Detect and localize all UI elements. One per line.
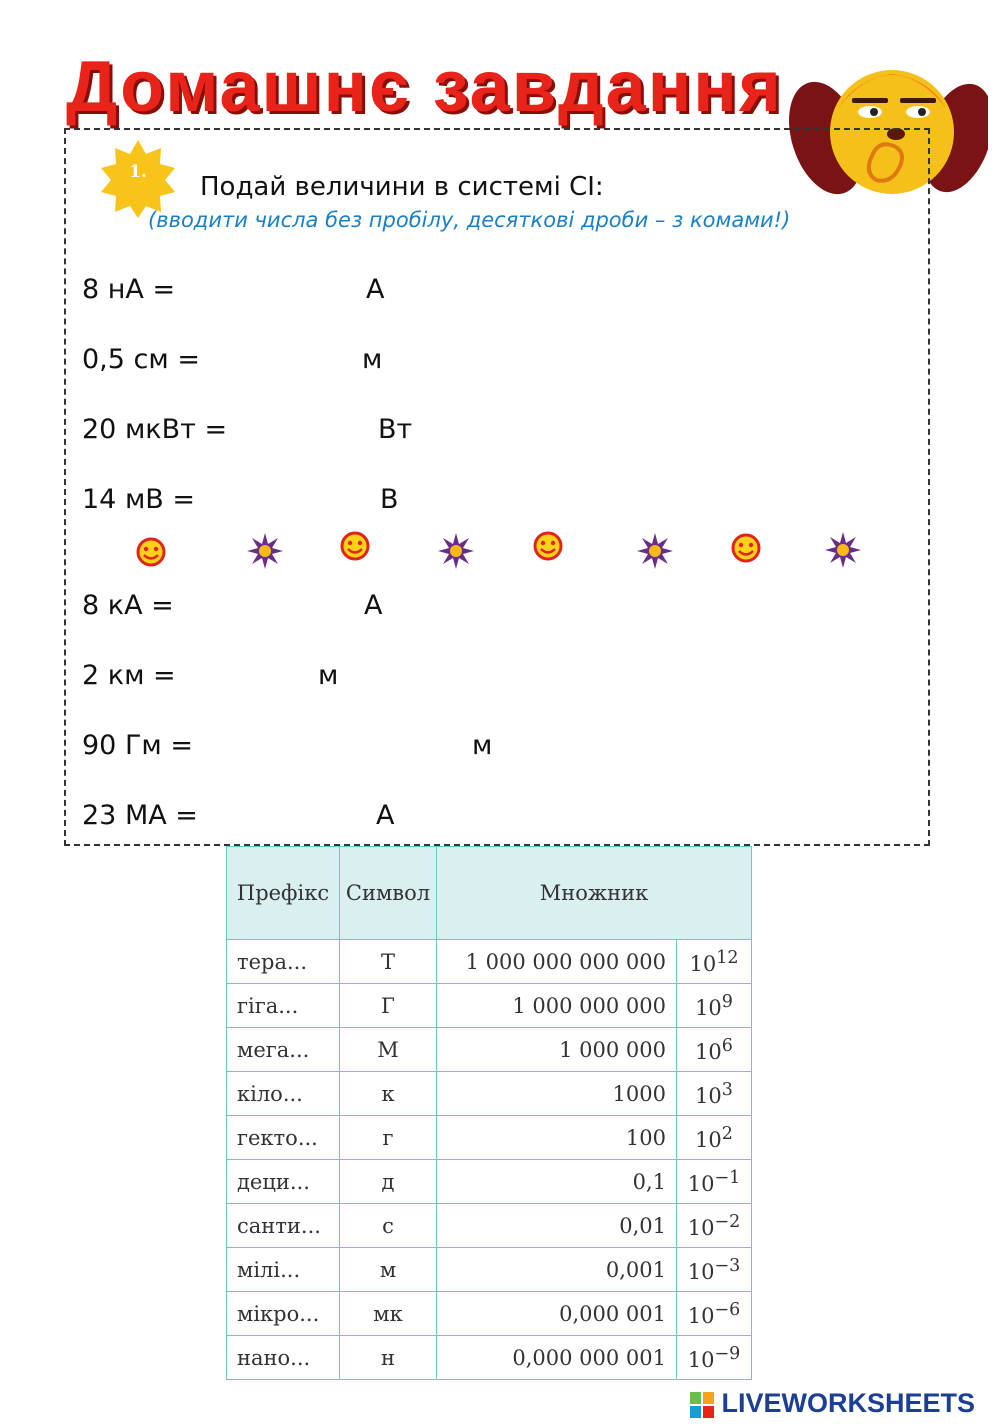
prefix-cell: мега... [227,1028,340,1072]
symbol-cell: М [340,1028,437,1072]
answer-input[interactable] [176,590,362,624]
prefix-cell: тера... [227,940,340,984]
power-cell: $10^{12}$ [677,940,752,984]
exercise-unit: м [362,344,383,375]
symbol-cell: н [340,1336,437,1380]
power-cell: $10^{-3}$ [677,1248,752,1292]
prefix-cell: санти... [227,1204,340,1248]
prefix-cell: гекто... [227,1116,340,1160]
exercise-label: 2 км = [82,660,176,691]
exercise-label: 20 мкВт = [82,414,228,445]
power-cell: $10^6$ [677,1028,752,1072]
multiplier-cell: 1 000 000 [437,1028,677,1072]
table-row [227,1292,752,1336]
sun-icon [437,532,475,570]
multiplier-cell: 1 000 000 000 [437,984,677,1028]
smiley-icon [532,530,564,562]
live-logo-icon [690,1392,714,1418]
exercise-unit: В [380,484,399,515]
prefix-cell: кіло... [227,1072,340,1116]
exercise-unit: А [376,800,395,831]
power-cell: $10^9$ [677,984,752,1028]
symbol-cell: м [340,1248,437,1292]
sun-icon [824,531,862,569]
symbol-cell: Г [340,984,437,1028]
header-prefix: Префікс [227,847,340,940]
header-multiplier: Множник [437,847,752,940]
symbol-cell: к [340,1072,437,1116]
exercise-unit: м [318,660,339,691]
symbol-cell: с [340,1204,437,1248]
multiplier-cell: 0,000 001 [437,1292,677,1336]
table-header-row [227,847,752,940]
task-number: 1. [129,162,147,182]
table-row [227,1248,752,1292]
symbol-cell: г [340,1116,437,1160]
sun-icon [246,532,284,570]
answer-input[interactable] [198,730,468,764]
multiplier-cell: 0,001 [437,1248,677,1292]
prefix-cell: гіга... [227,984,340,1028]
exercise-label: 90 Гм = [82,730,193,761]
sun-icon [636,532,674,570]
exercise-unit: Вт [378,414,413,445]
power-cell: $10^{-2}$ [677,1204,752,1248]
smiley-icon [339,530,371,562]
answer-input[interactable] [194,484,378,518]
table-row [227,1204,752,1248]
prefix-cell: деци... [227,1160,340,1204]
power-cell: $10^{-6}$ [677,1292,752,1336]
answer-input[interactable] [206,800,374,834]
prefix-cell: мілі... [227,1248,340,1292]
power-cell: $10^{-1}$ [677,1160,752,1204]
exercise-label: 0,5 см = [82,344,200,375]
symbol-cell: Т [340,940,437,984]
multiplier-cell: 0,01 [437,1204,677,1248]
prefix-cell: мікро... [227,1292,340,1336]
multiplier-cell: 1000 [437,1072,677,1116]
table-row [227,940,752,984]
table-row [227,984,752,1028]
exercise-label: 23 МА = [82,800,198,831]
header-symbol: Символ [340,847,437,940]
smiley-icon [135,536,167,568]
answer-input[interactable] [204,344,362,378]
exercise-unit: м [472,730,493,761]
exercise-unit: А [366,274,385,305]
exercise-label: 14 мВ = [82,484,196,515]
table-row [227,1072,752,1116]
prefix-cell: нано... [227,1336,340,1380]
power-cell: $10^{-9}$ [677,1336,752,1380]
task-hint: (вводити числа без пробілу, десяткові дроби – з комами!) [148,208,791,232]
exercise-unit: А [364,590,383,621]
symbol-cell: д [340,1160,437,1204]
table-row [227,1116,752,1160]
answer-input[interactable] [176,660,316,694]
multiplier-cell: 0,000 000 001 [437,1336,677,1380]
multiplier-cell: 0,1 [437,1160,677,1204]
task-heading: Подай величини в системі СІ: [200,172,604,202]
table-row [227,1160,752,1204]
table-row [227,1336,752,1380]
exercise-label: 8 нА = [82,274,176,305]
symbol-cell: мк [340,1292,437,1336]
power-cell: $10^2$ [677,1116,752,1160]
page-title: Домашнє завдання [66,47,783,127]
answer-input[interactable] [226,414,380,448]
multiplier-cell: 100 [437,1116,677,1160]
multiplier-cell: 1 000 000 000 000 [437,940,677,984]
logo-text: LIVEWORKSHEETS [721,1388,976,1418]
table-row [227,1028,752,1072]
answer-input[interactable] [180,274,364,308]
exercise-label: 8 кА = [82,590,174,621]
power-cell: $10^3$ [677,1072,752,1116]
smiley-icon [730,532,762,564]
prefix-table [226,846,752,1380]
liveworksheets-logo[interactable] [690,1388,975,1419]
